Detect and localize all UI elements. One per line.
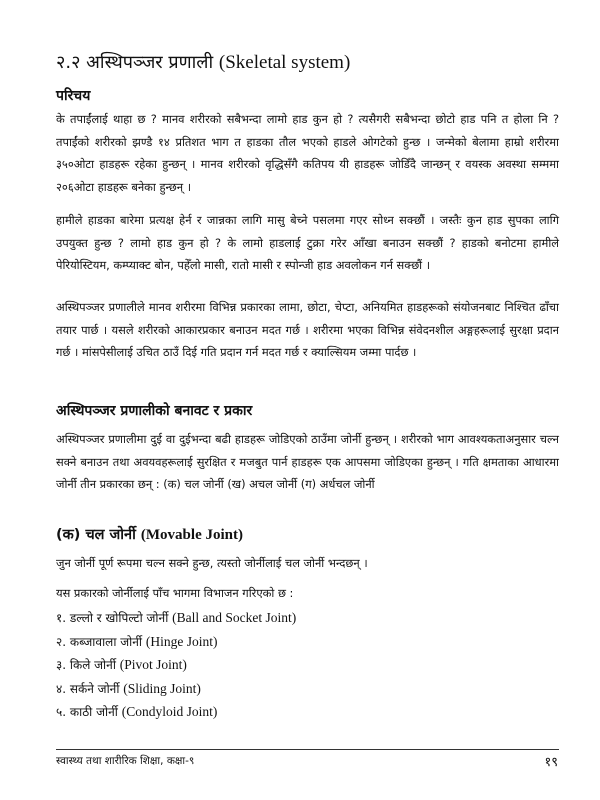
joint-type-nepali: २. कब्जावाला जोर्नी <box>56 634 143 649</box>
joint-type-nepali: १. डल्लो र खोपिल्टो जोर्नी <box>56 611 169 625</box>
joint-type-english: (Sliding Joint) <box>123 680 201 696</box>
joint-type-english: (Pivot Joint) <box>119 657 187 673</box>
joint-type-nepali: ३. किले जोर्नी <box>56 658 116 673</box>
list-item <box>56 633 556 657</box>
page-number: १९ <box>544 755 558 770</box>
joint-type-english: (Ball and Socket Joint) <box>172 610 297 625</box>
list-item <box>56 656 556 680</box>
footer-book-title: स्वास्थ्य तथा शारीरिक शिक्षा, कक्षा-९ <box>56 755 195 767</box>
chapter-title-english: (Skeletal system) <box>218 52 351 73</box>
intro-heading: परिचय <box>56 88 91 104</box>
movable-joint-heading-english: (Movable Joint) <box>140 527 243 543</box>
chapter-title <box>56 50 556 74</box>
joint-type-english: (Condyloid Joint) <box>121 704 218 720</box>
structure-paragraph: अस्थिपञ्जर प्रणालीमा दुई वा दुईभन्दा बढी हाडहरू जोडिएको ठाउँमा जोर्नी हुन्छन् । शरीरको भाग आवश्यकताअनुसार चल्न सक्ने बनाउन तथा अवयवहरूलाई सुरक्षित र मजबुत पार्न हाडहरू एक आपसमा जोडिएका हुन्छन् । गति क्षमताका आधारमा जोर्नी तीन प्रकारका छन् : (क) चल जोर्नी (ख) अचल जोर्नी (ग) अर्धचल जोर्नी <box>56 432 559 492</box>
footer-divider <box>56 749 559 750</box>
intro-paragraph-1: के तपाईंलाई थाहा छ ? मानव शरीरको सबैभन्दा लामो हाड कुन हो ? त्यसैगरी सबैभन्दा छोटो हाड पनि त होला नि ? तपाईंको शरीरको झण्डै १४ प्रतिशत भाग त हाडका तौल भएको हाडले ओगटेको हुन्छ । जन्मेको बेलामा हाम्रो शरीरमा ३५०ओटा हाडहरू रहेका हुन्छन् । मानव शरीरको वृद्धिसँगै कतिपय यी हाडहरू जोडिँदै जान्छन् र वयस्क अवस्था सम्ममा २०६ओटा हाडहरू बनेका हुन्छन् । <box>56 112 559 194</box>
joint-type-english: (Hinge Joint) <box>145 633 218 649</box>
intro-paragraph-2: हामीले हाडका बारेमा प्रत्यक्ष हेर्न र जान्नका लागि मासु बेच्ने पसलमा गएर सोध्न सक्छौं । जस्तैः कुन हाड सुपका लागि उपयुक्त हुन्छ ? लामो हाड कुन हो ? के लामो हाडलाई टुक्रा गरेर आँखा बनाउन सक्छौं ? हाडको बनोटमा हामीले पेरियोस्टियम, कम्प्याक्ट बोन, पहेँलो मासी, रातो मासी र स्पोन्जी हाड अवलोकन गर्न सक्छौं । <box>56 213 559 273</box>
joint-types-list <box>56 609 556 727</box>
joint-types-intro: यस प्रकारको जोर्नीलाई पाँच भागमा विभाजन गरिएको छ : <box>56 586 294 600</box>
list-item <box>56 680 556 704</box>
intro-paragraph-3: अस्थिपञ्जर प्रणालीले मानव शरीरमा विभिन्न प्रकारका लामा, छोटा, चेप्टा, अनियमित हाडहरूको संयोजनबाट निश्चित ढाँचा तयार पार्छ । यसले शरीरको आकारप्रकार बनाउन मदत गर्छ । शरीरमा भएका विभिन्न संवेदनशील अङ्गहरूलाई सुरक्षा प्रदान गर्छ । मांसपेसीलाई उचित ठाउँ दिई गति प्रदान गर्न मदत गर्छ र क्याल्सियम जम्मा पार्दछ । <box>56 300 559 360</box>
joint-type-nepali: ४. सर्कने जोर्नी <box>56 681 120 696</box>
chapter-title-nepali: २.२ अस्थिपञ्जर प्रणाली <box>56 52 214 73</box>
joint-type-nepali: ५. काठी जोर्नी <box>56 705 118 720</box>
movable-joint-heading <box>56 524 556 544</box>
structure-heading: अस्थिपञ्जर प्रणालीको बनावट र प्रकार <box>56 403 253 419</box>
movable-joint-definition: जुन जोर्नी पूर्ण रूपमा चल्न सक्ने हुन्छ, त्यस्तो जोर्नीलाई चल जोर्नी भन्दछन् । <box>56 556 368 570</box>
list-item <box>56 703 556 727</box>
movable-joint-heading-nepali: (क) चल जोर्नी <box>56 527 136 543</box>
list-item <box>56 609 556 633</box>
